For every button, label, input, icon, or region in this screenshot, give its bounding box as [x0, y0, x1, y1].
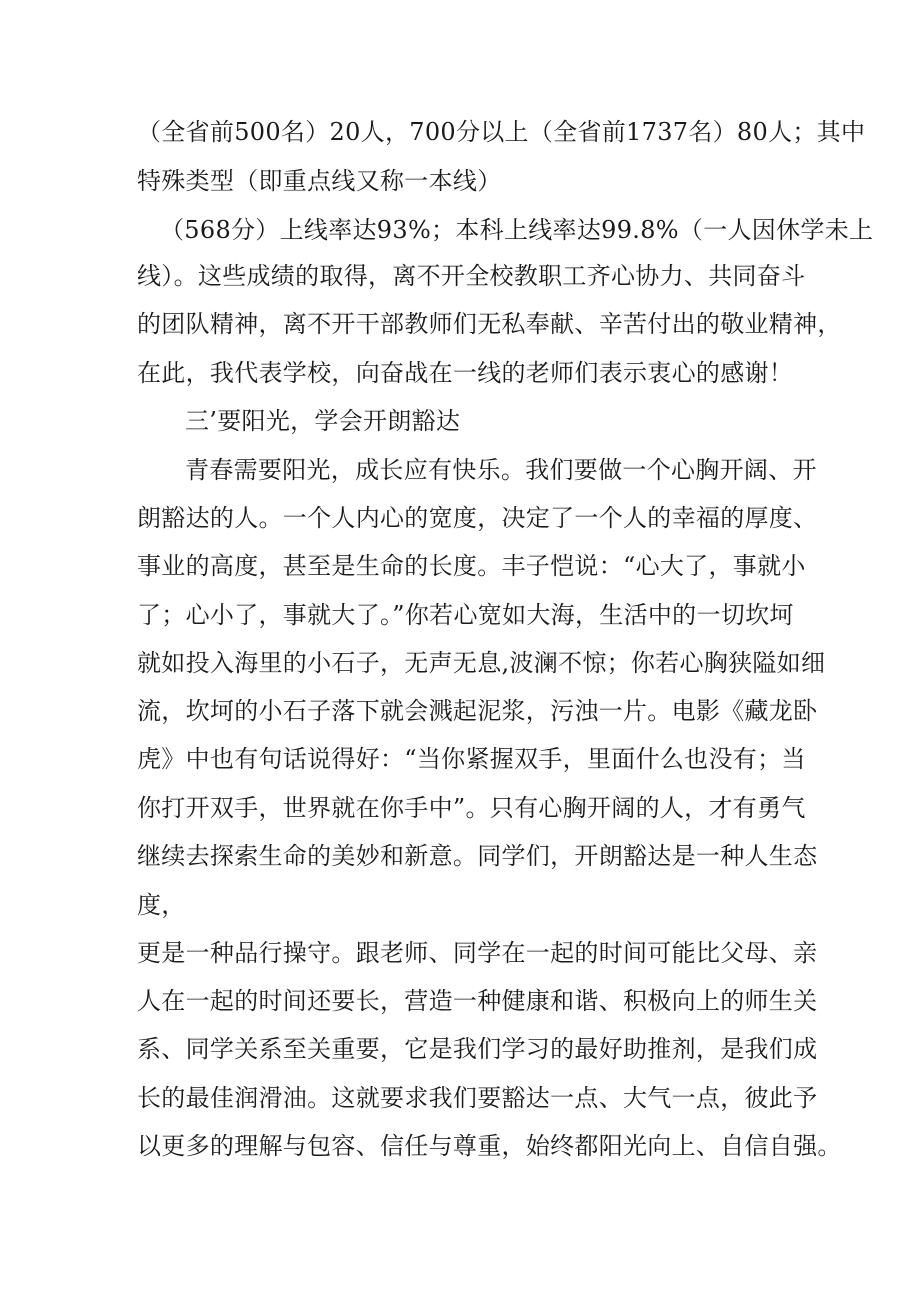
text-line: 的团队精神，离不开干部教师们无私奉献、辛苦付出的敬业精神，: [137, 310, 842, 338]
text-line: 继续去探索生命的美妙和新意。同学们，开朗豁达是一种人生态: [137, 842, 818, 870]
text-line: 以更多的理解与包容、信任与尊重，始终都阳光向上、自信自强。: [137, 1132, 842, 1160]
text-line: 朗豁达的人。一个人内心的宽度，决定了一个人的幸福的厚度、: [137, 504, 818, 532]
text-line: 度，: [137, 891, 186, 919]
text-line: （全省前500名）20人，700分以上（全省前1737名）80人；其中: [137, 118, 866, 146]
text-line: 了；心小了，事就大了。”你若心宽如大海，生活中的一切坎坷: [137, 601, 794, 629]
text-line: 事业的高度，甚至是生命的长度。丰子恺说：“心大了，事就小: [137, 552, 806, 580]
text-line: 流，坎坷的小石子落下就会溅起泥浆，污浊一片。电影《藏龙卧: [137, 697, 818, 725]
text-line: 你打开双手，世界就在你手中”。只有心胸开阔的人，才有勇气: [137, 794, 806, 822]
text-line: 虎》中也有句话说得好：“当你紧握双手，里面什么也没有；当: [137, 745, 806, 773]
text-line: （568分）上线率达93%；本科上线率达99.8%（一人因休学未上: [160, 216, 874, 244]
text-line: 特殊类型（即重点线又称一本线）: [137, 167, 502, 195]
text-line: 系、同学关系至关重要，它是我们学习的最好助推剂，是我们成: [137, 1035, 818, 1063]
text-line: 在此，我代表学校，向奋战在一线的老师们表示衷心的感谢！: [137, 359, 794, 387]
text-line: 就如投入海里的小石子，无声无息,波澜不惊；你若心胸狭隘如细: [137, 649, 826, 677]
text-line: 青春需要阳光，成长应有快乐。我们要做一个心胸开阔、开: [185, 456, 817, 484]
text-line: 长的最佳润滑油。这就要求我们要豁达一点、大气一点，彼此予: [137, 1084, 818, 1112]
text-line: 线）。这些成绩的取得，离不开全校教职工齐心协力、共同奋斗: [137, 262, 806, 290]
section-heading: 三’要阳光，学会开朗豁达: [185, 407, 461, 435]
text-line: 人在一起的时间还要长，营造一种健康和谐、积极向上的师生关: [137, 987, 818, 1015]
text-line: 更是一种品行操守。跟老师、同学在一起的时间可能比父母、亲: [137, 939, 818, 967]
